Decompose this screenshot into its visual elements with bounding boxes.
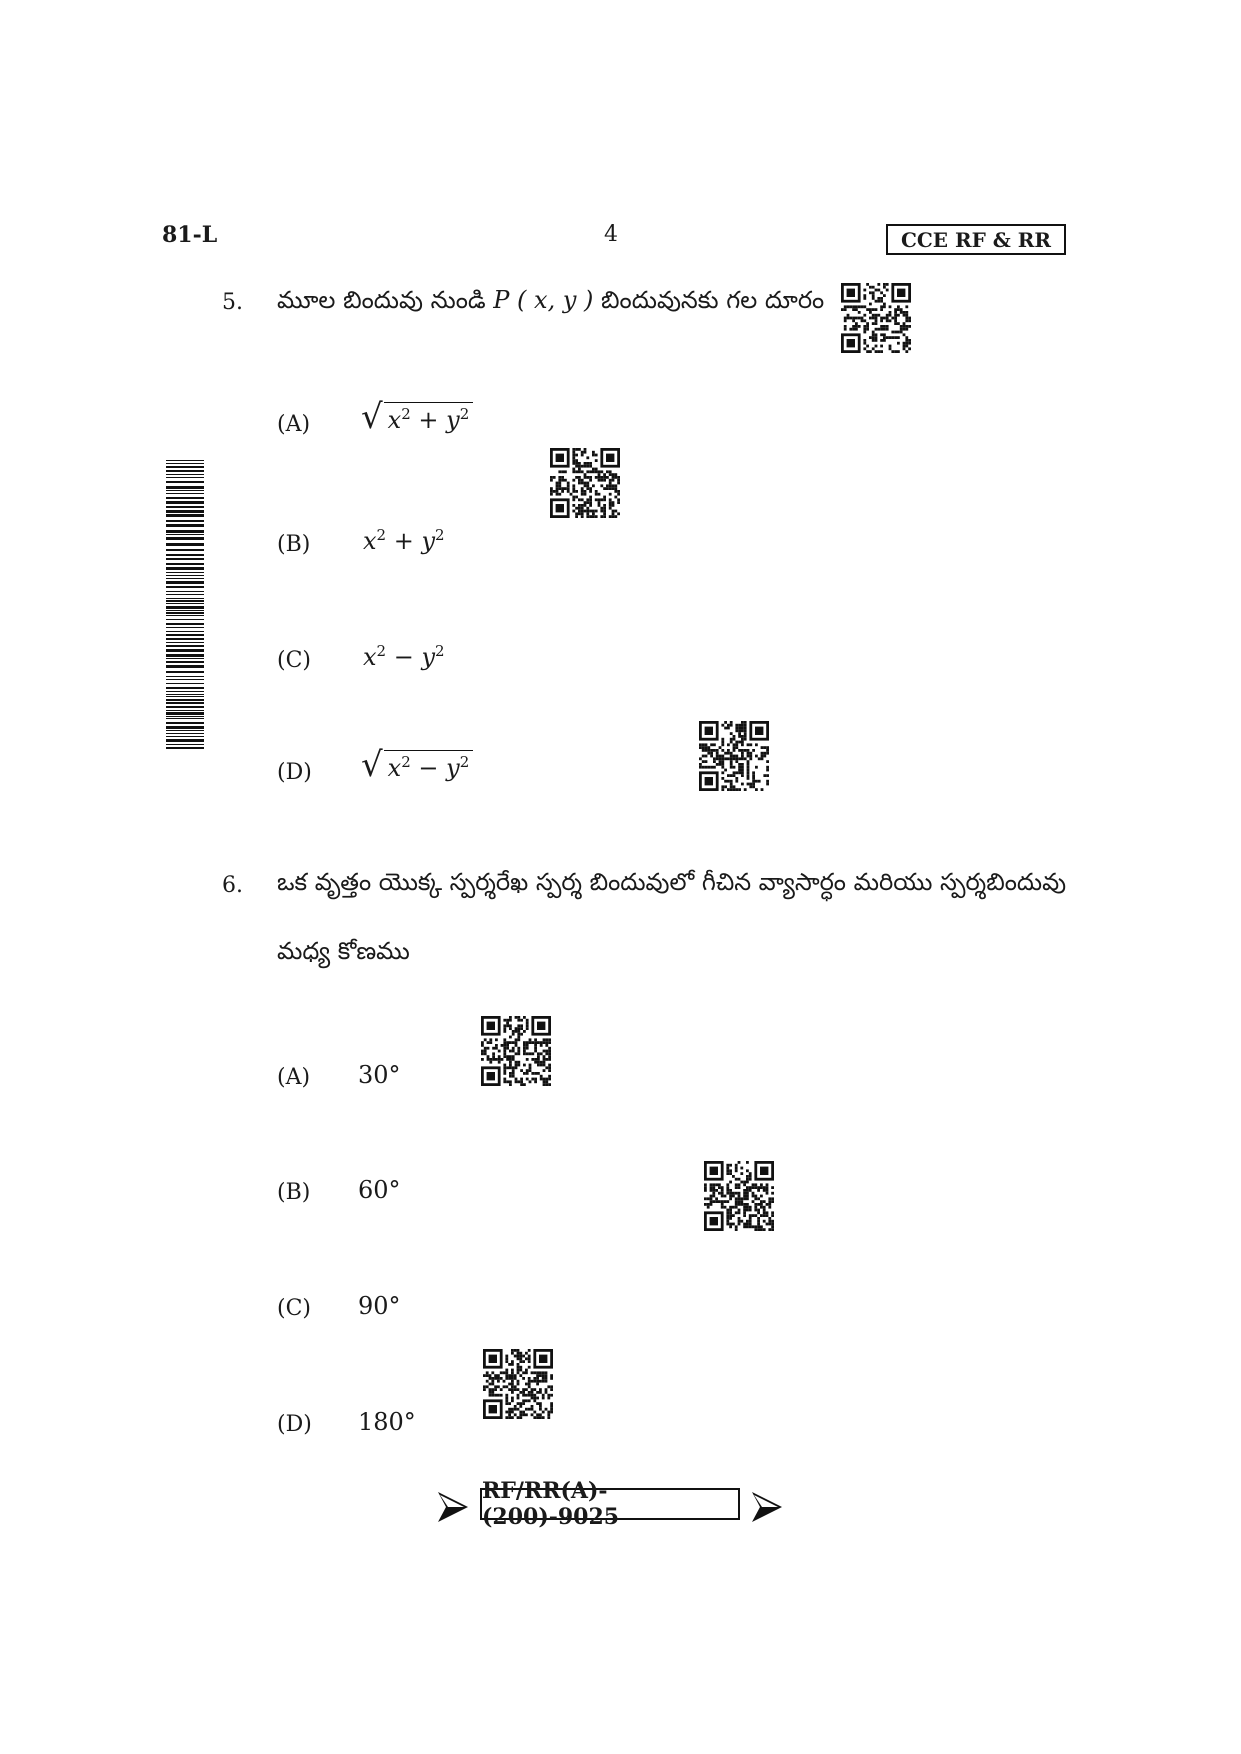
q6-option-b-value: 60° xyxy=(358,1176,401,1204)
q5-option-c-expression: $x^2 - y^2$ xyxy=(363,642,445,671)
question-5-text xyxy=(277,286,824,320)
q6-option-a-label: (A) xyxy=(277,1065,311,1090)
question-5-text-after: బిందువునకు గల దూరం xyxy=(593,286,825,314)
qr-code-icon xyxy=(704,1161,774,1231)
q5-option-c-label: (C) xyxy=(277,648,311,673)
qr-code-icon xyxy=(699,721,769,791)
q6-option-b-label: (B) xyxy=(277,1180,311,1205)
question-6-line-1: ఒక వృత్తం యొక్క స్పర్శరేఖ స్పర్శ బిందువులో గీచిన వ్యాసార్ధం మరియు స్పర్శబిందువు xyxy=(277,868,1067,896)
arrow-icon xyxy=(752,1490,782,1524)
q5-option-a-label: (A) xyxy=(277,412,311,437)
q5-option-b-expression: $x^2 + y^2$ xyxy=(363,526,445,555)
q6-option-c-value: 90° xyxy=(358,1292,401,1320)
qr-code-icon xyxy=(483,1349,553,1419)
question-5-number: 5. xyxy=(222,290,243,315)
page-number: 4 xyxy=(604,222,618,247)
barcode-icon xyxy=(166,460,204,750)
q5-option-a-expression: √ $x^2 + y^2$ xyxy=(361,400,473,434)
qr-code-icon xyxy=(841,283,911,353)
footer-code: RF/RR(A)-(200)-9025 xyxy=(480,1488,740,1520)
q5-option-d-label: (D) xyxy=(277,760,312,785)
series-box: CCE RF & RR xyxy=(886,224,1066,255)
qr-code-icon xyxy=(550,448,620,518)
question-6-number: 6. xyxy=(222,873,243,898)
q6-option-d-label: (D) xyxy=(277,1412,312,1437)
q6-option-d-value: 180° xyxy=(358,1408,416,1436)
arrow-icon xyxy=(438,1490,468,1524)
paper-code: 81-L xyxy=(162,222,218,248)
q5-option-d-expression: √ $x^2 - y^2$ xyxy=(361,748,473,782)
question-5-text-before: మూల బిందువు నుండి xyxy=(277,286,494,314)
q5-option-b-label: (B) xyxy=(277,532,311,557)
qr-code-icon xyxy=(481,1016,551,1086)
q6-option-a-value: 30° xyxy=(358,1061,401,1089)
question-5-point: P ( x, y ) xyxy=(493,286,594,314)
question-6-line-2: మధ్య కోణము xyxy=(277,937,410,965)
q6-option-c-label: (C) xyxy=(277,1296,311,1321)
